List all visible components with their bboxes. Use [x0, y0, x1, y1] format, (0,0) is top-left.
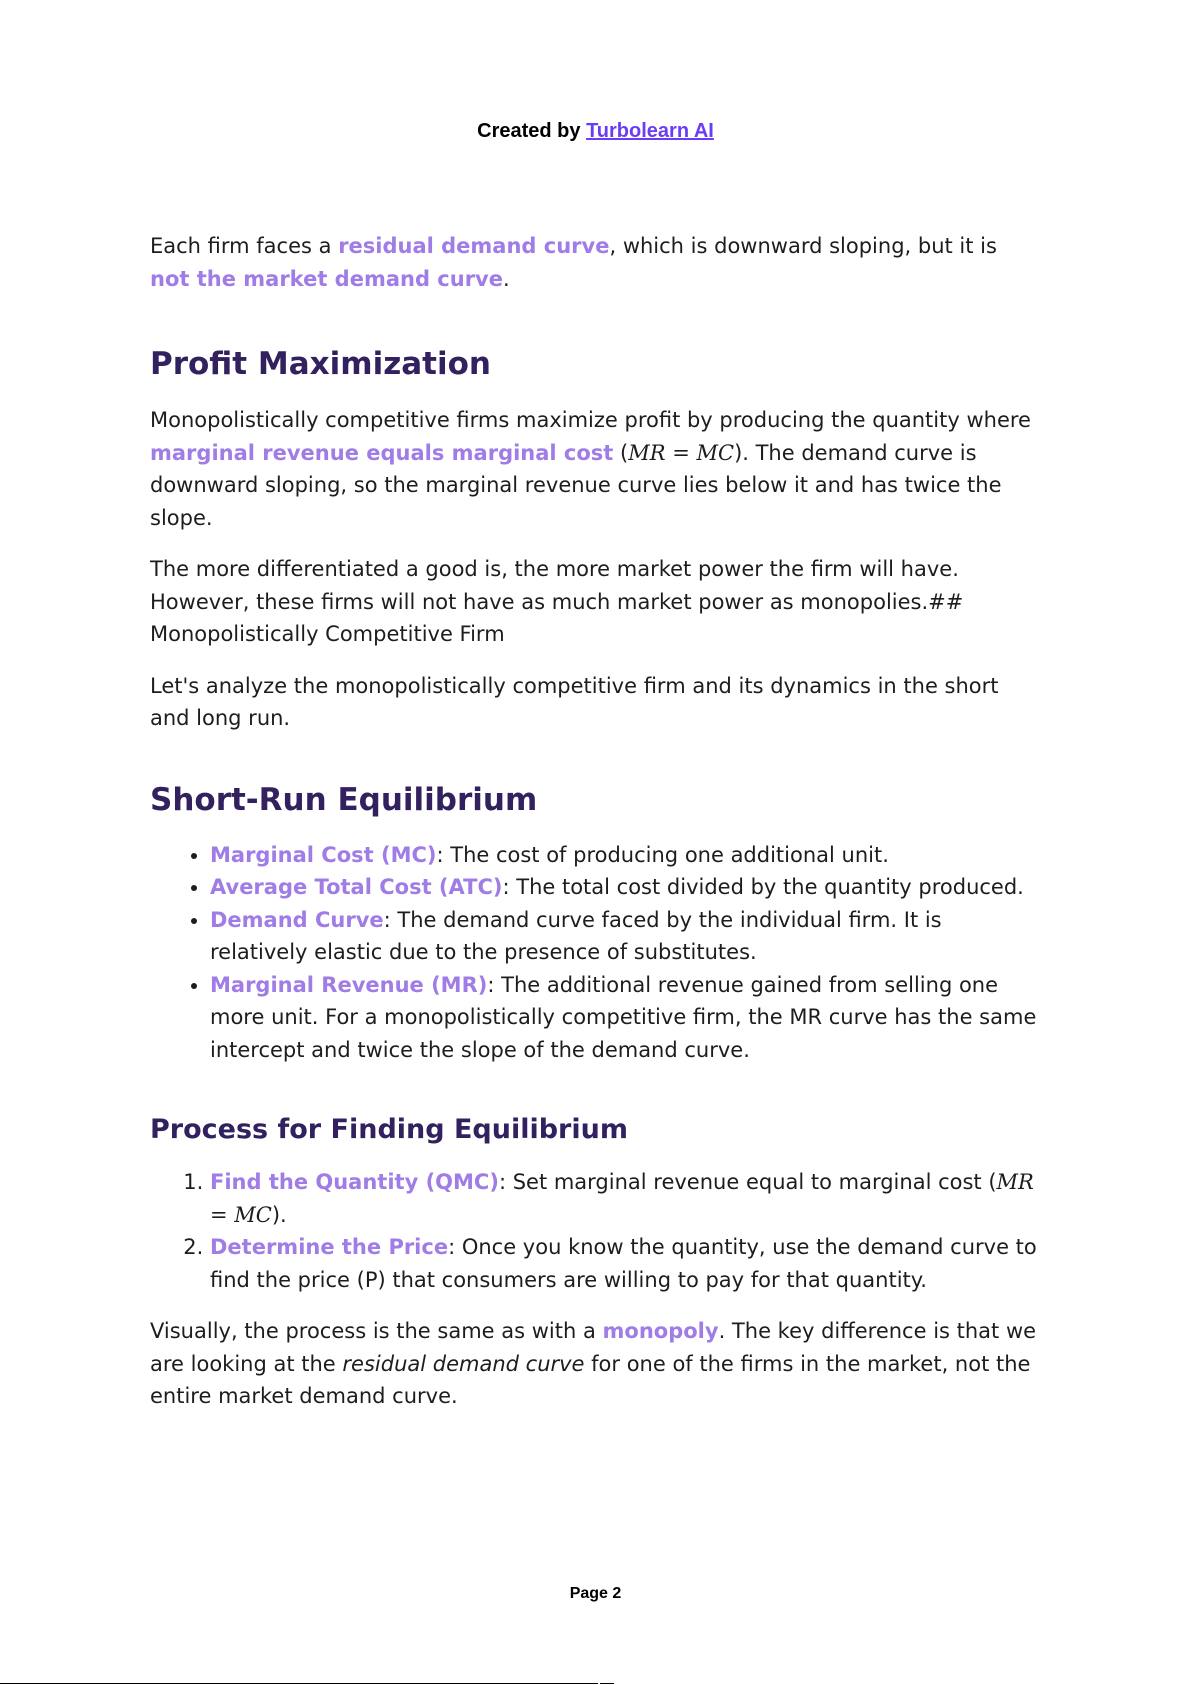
intro-text-1: Each firm faces a [150, 234, 339, 258]
final-text-3: for one of the firms in the market, not the entire market demand curve. [150, 1351, 1031, 1408]
final-paragraph [150, 1315, 1040, 1413]
desc-marginal-cost: : The cost of producing one additional unit. [436, 842, 889, 867]
profit-p1-text-2: ( [613, 440, 629, 465]
math-step1: MR = MC [210, 1170, 1034, 1227]
list-item [210, 904, 1040, 969]
heading-short-run-equilibrium: Short-Run Equilibrium [150, 781, 538, 818]
intro-paragraph [150, 230, 1040, 295]
intro-text-3: . [502, 266, 510, 291]
highlight-residual-demand: residual demand curve [338, 234, 610, 258]
step1-text-2: ). [271, 1202, 287, 1227]
final-text-2: . The key difference is that we are looking at the [150, 1319, 1037, 1376]
process-steps [150, 1166, 1040, 1296]
term-marginal-revenue: Marginal Revenue (MR) [210, 972, 488, 997]
list-item [210, 871, 1040, 904]
step1-text-1: : Set marginal revenue equal to marginal cost ( [498, 1170, 997, 1194]
profit-p1-text-3: ). The demand curve is downward sloping, so the marginal revenue curve lies below it and has twice the slope. [150, 440, 1002, 530]
term-marginal-cost: Marginal Cost (MC) [210, 842, 437, 867]
profit-p1-text-1: Monopolistically competitive firms maximize profit by producing the quantity where [150, 408, 1031, 432]
heading-process-equilibrium: Process for Finding Equilibrium [150, 1114, 628, 1145]
intro-text-2: , which is downward sloping, but it is [609, 234, 997, 258]
desc-average-total-cost: : The total cost divided by the quantity produced. [502, 875, 1024, 899]
list-item [210, 1166, 1040, 1231]
bottom-rule [0, 1683, 598, 1684]
list-item [210, 839, 1040, 872]
term-find-quantity: Find the Quantity (QMC) [210, 1170, 499, 1194]
short-run-list [150, 839, 1040, 1067]
profit-paragraph-2: The more differentiated a good is, the more market power the firm will have. However, these firms will not have as much market power as monopolies.## Monopolistically Competitive Firm [150, 557, 964, 646]
heading-profit-maximization: Profit Maximization [150, 346, 491, 382]
math-mr-mc: MR = MC [628, 440, 735, 465]
profit-paragraph-3: Let's analyze the monopolistically competitive firm and its dynamics in the short and long run. [150, 673, 999, 730]
highlight-mr-equals-mc: marginal revenue equals marginal cost [150, 440, 614, 465]
desc-demand-curve: : The demand curve faced by the individual firm. It is relatively elastic due to the presence of substitutes. [210, 907, 942, 964]
list-item [210, 969, 1040, 1067]
header-prefix: Created by [477, 120, 587, 142]
highlight-monopoly: monopoly [602, 1319, 719, 1343]
document-body [150, 230, 1040, 1413]
document-header [0, 120, 1191, 143]
list-item [210, 1231, 1040, 1296]
emphasis-residual-demand: residual demand curve [342, 1351, 585, 1376]
desc-marginal-revenue: : The additional revenue gained from selling one more unit. For a monopolistically competitive firm, the MR curve has the same intercept and twice the slope of the demand curve. [210, 972, 1037, 1062]
highlight-not-market-demand: not the market demand curve [150, 266, 503, 291]
step2-desc: : Once you know the quantity, use the demand curve to find the price (P) that consumers are willing to pay for that quantity. [210, 1235, 1037, 1292]
profit-paragraph-1 [150, 404, 1040, 534]
page-number: Page 2 [569, 1585, 622, 1602]
bottom-rule-segment [600, 1683, 614, 1684]
final-text-1: Visually, the process is the same as with a [150, 1319, 603, 1343]
term-average-total-cost: Average Total Cost (ATC) [210, 875, 503, 899]
term-determine-price: Determine the Price [210, 1235, 449, 1259]
term-demand-curve: Demand Curve [210, 907, 384, 932]
turbolearn-link[interactable]: Turbolearn AI [586, 120, 714, 142]
